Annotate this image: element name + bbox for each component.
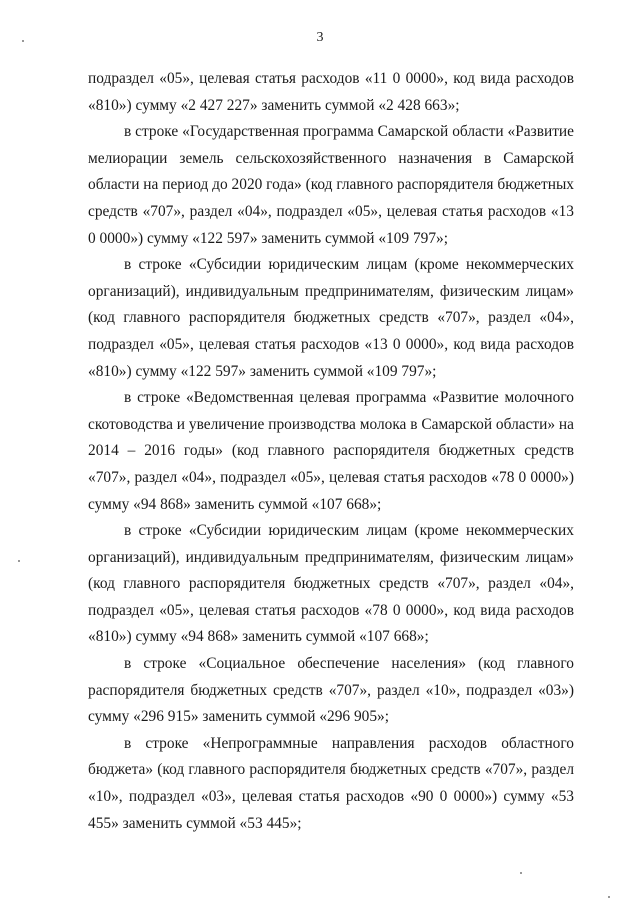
scan-speck (18, 560, 20, 562)
paragraph-7: в строке «Непрограммные направления расходов областного бюджета» (код главного распорядителя бюджетных средств «707», раздел «10», подраздел «03», целевая статья расходов «90 0 0000») сумму «53 455» заменить суммой «53 445»; (88, 734, 574, 832)
page-number: 3 (316, 30, 324, 45)
document-body (88, 66, 574, 837)
paragraph-6: в строке «Социальное обеспечение населения» (код главного распорядителя бюджетных средств «707», раздел «10», подраздел «03») сумму «296 915» заменить суммой «296 905»; (88, 655, 574, 726)
paragraph-2: в строке «Государственная программа Самарской области «Развитие мелиорации земель сельскохозяйственного назначения в Самарской области на период до 2020 года» (код главного распорядителя бюджетных средств «707», раздел «04», подраздел «05», целевая статья расходов «13 0 0000») сумму «122 597» заменить суммой «109 797»; (88, 123, 574, 247)
scan-speck (22, 40, 24, 42)
paragraph-5: в строке «Субсидии юридическим лицам (кроме некоммерческих организаций), индивидуальным предпринимателям, физическим лицам» (код главного распорядителя бюджетных средств «707», раздел «04», подраздел «05», целевая статья расходов «78 0 0000», код вида расходов «810») сумму «94 868» заменить суммой «107 668»; (88, 522, 574, 646)
scan-speck (520, 872, 522, 874)
paragraph-3: в строке «Субсидии юридическим лицам (кроме некоммерческих организаций), индивидуальным предпринимателям, физическим лицам» (код главного распорядителя бюджетных средств «707», раздел «04», подраздел «05», целевая статья расходов «13 0 0000», код вида расходов «810») сумму «122 597» заменить суммой «109 797»; (88, 256, 574, 380)
paragraph-4: в строке «Ведомственная целевая программа «Развитие молочного скотоводства и увеличение производства молока в Самарской области» на 2014 – 2016 годы» (код главного распорядителя бюджетных средств «707», раздел «04», подраздел «05», целевая статья расходов «78 0 0000») сумму «94 868» заменить суммой «107 668»; (88, 389, 574, 513)
scan-speck (608, 896, 610, 898)
paragraph-1: подраздел «05», целевая статья расходов «11 0 0000», код вида расходов «810») сумму «2 427 227» заменить суммой «2 428 663»; (88, 70, 574, 114)
